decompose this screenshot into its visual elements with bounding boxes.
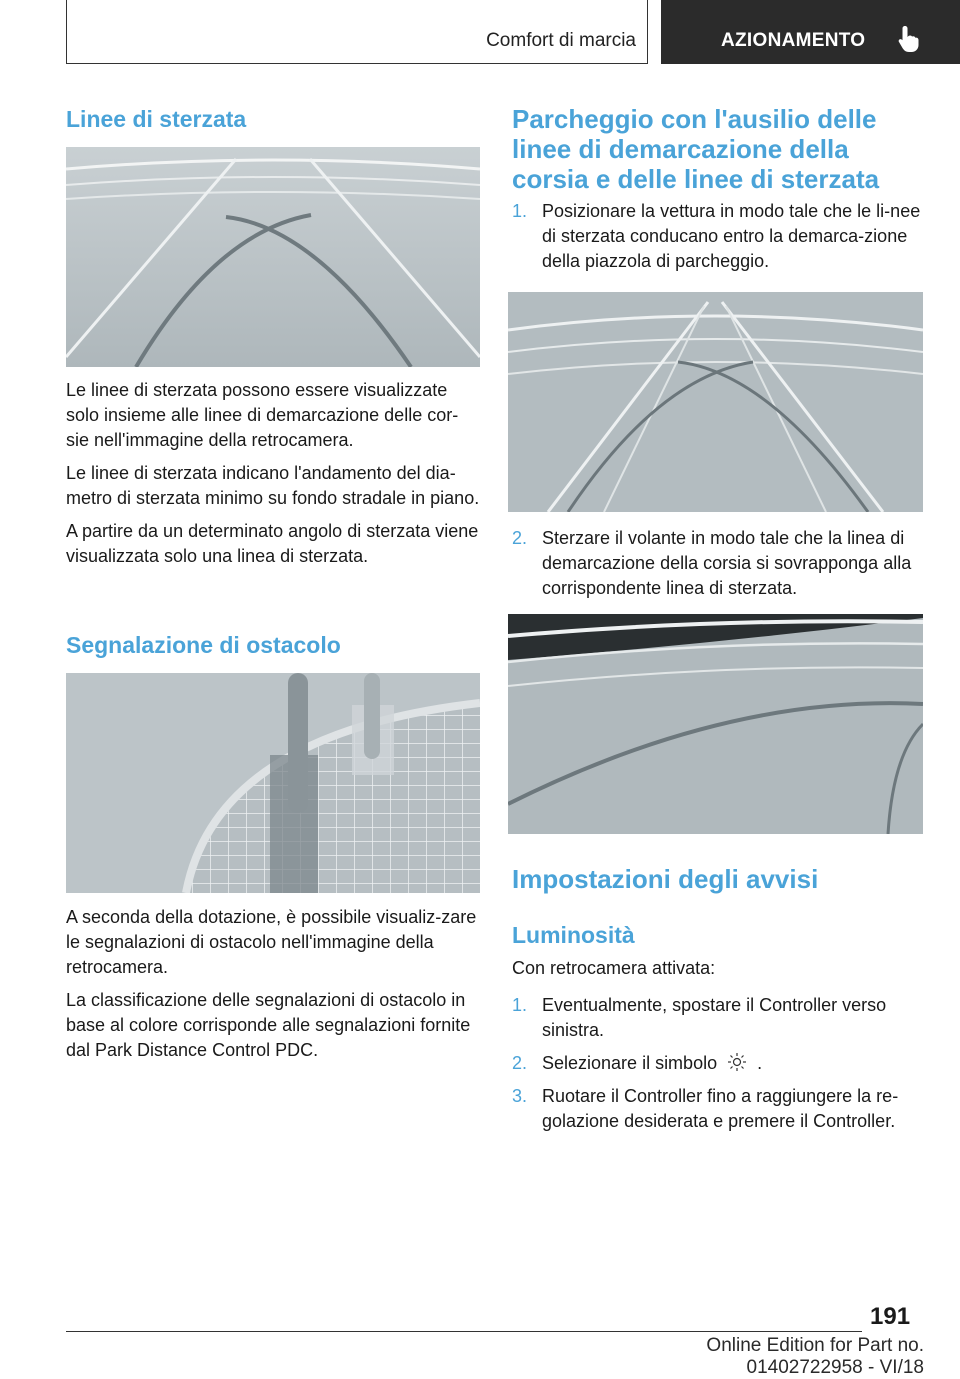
brightness-step-2 [512, 1051, 924, 1077]
paragraph-steering-visibility: Le linee di sterzata possono essere visualizzate solo insieme alle linee di demarcazione delle cor-sie nell'immagine della retrocamera. [66, 380, 459, 450]
brightness-sun-icon [725, 1052, 749, 1072]
paragraph-obstacle-display: A seconda della dotazione, è possibile visualiz-zare le segnalazioni di ostacolo nell'immagine della retrocamera. [66, 907, 477, 977]
paragraph-steering-diameter: Le linee di sterzata indicano l'andamento del dia-metro di sterzata minimo su fondo stradale in piano. [66, 463, 480, 508]
brightness-step-1-number: 1. [512, 995, 528, 1015]
paragraph-camera-active-wrap [512, 956, 924, 981]
brightness-step-2-body [542, 1051, 924, 1076]
header-chapter-label: AZIONAMENTO [721, 30, 866, 51]
step-1-text: Posizionare la vettura in modo tale che le li-nee di sterzata conducano entro la demarca-zione della piazzola di parcheggio. [542, 201, 921, 271]
step-1 [512, 199, 924, 279]
header-rule-bottom [66, 63, 648, 64]
header-rule-divider [647, 0, 648, 64]
paragraph-steering-single: A partire da un determinato angolo di sterzata viene visualizzata solo una linea di sterzata. [66, 521, 479, 566]
heading-steering-lines: Linee di sterzata [66, 106, 247, 132]
brightness-step-2-text: Selezionare il simbolo [542, 1053, 718, 1073]
footer-rule [66, 1331, 862, 1332]
heading-brightness-wrap [512, 920, 924, 950]
step-2-text: Sterzare il volante in modo tale che la linea di demarcazione della corsia si sovrapponga alla corrispondente linea di sterzata. [542, 528, 912, 598]
heading-brightness: Luminosità [512, 922, 635, 948]
header-chapter-tab [661, 0, 960, 64]
step-2 [512, 526, 924, 606]
heading-parking-wrap [512, 104, 912, 194]
heading-steering-lines-wrap [66, 104, 480, 134]
heading-obstacle-marking: Segnalazione di ostacolo [66, 632, 341, 658]
page-number: 191 [870, 1303, 911, 1330]
header-section-title: Comfort di marcia [486, 30, 636, 51]
figure-lane-overlap [508, 614, 923, 834]
paragraph-camera-active: Con retrocamera attivata: [512, 958, 716, 978]
step-2-number: 2. [512, 528, 528, 548]
hand-pointer-icon [896, 24, 922, 54]
brightness-step-3-text: Ruotare il Controller fino a raggiungere la re-golazione desiderata e premere il Controller. [542, 1086, 899, 1131]
heading-warnings-wrap [512, 864, 924, 894]
brightness-step-3-number: 3. [512, 1086, 528, 1106]
edition-note: Online Edition for Part no. 01402722958 - VI/18 [706, 1335, 924, 1378]
step-1-number: 1. [512, 201, 528, 221]
header-rule-left [66, 0, 67, 64]
brightness-step-1 [512, 993, 924, 1045]
left-text-block-2 [66, 905, 480, 1063]
brightness-step-2-number: 2. [512, 1053, 528, 1073]
brightness-step-1-text: Eventualmente, spostare il Controller verso sinistra. [542, 995, 887, 1040]
heading-warning-settings: Impostazioni degli avvisi [512, 864, 819, 894]
brightness-step-3 [512, 1084, 924, 1136]
figure-parking-lines [508, 292, 923, 512]
heading-obstacle-wrap [66, 630, 480, 660]
heading-parking-assist: Parcheggio con l'ausilio delle linee di demarcazione della corsia e delle linee di sterzata [512, 104, 880, 194]
left-text-block-1 [66, 378, 480, 569]
paragraph-obstacle-classification: La classificazione delle segnalazioni di ostacolo in base al colore corrisponde alle segnalazioni fornite dal Park Distance Control PDC. [66, 990, 471, 1060]
brightness-step-2-end: . [757, 1053, 763, 1073]
figure-steering-lines [66, 147, 480, 367]
figure-obstacle-marking [66, 673, 480, 893]
